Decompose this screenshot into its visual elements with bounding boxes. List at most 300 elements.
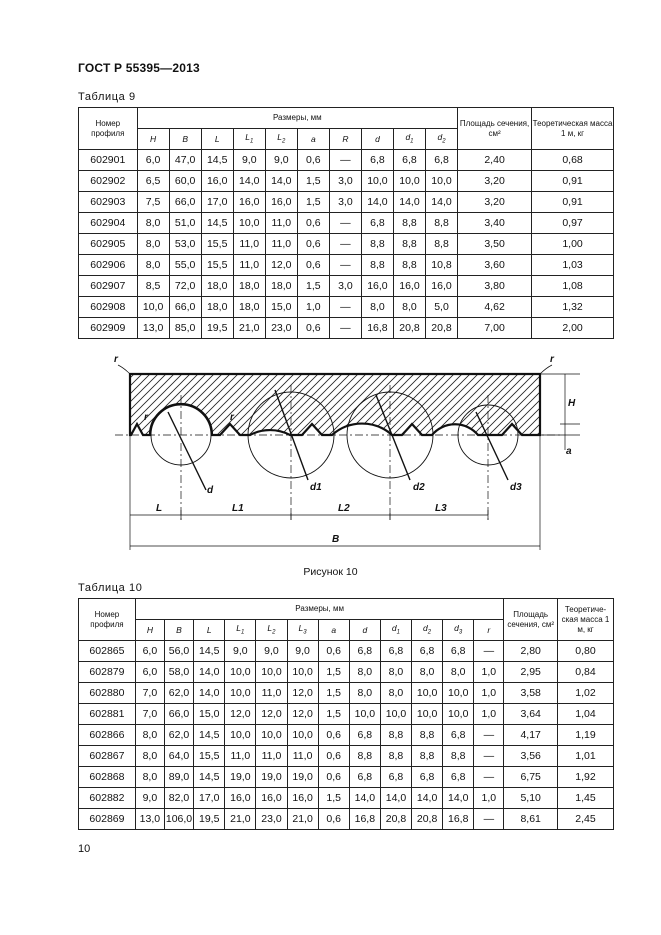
table-cell: 6,8 (361, 213, 393, 234)
table-cell: 6,8 (443, 641, 474, 662)
table-cell: 0,6 (297, 150, 329, 171)
table-cell: 106,0 (164, 809, 193, 830)
profile-figure (110, 350, 580, 565)
table-cell: 2,95 (504, 662, 558, 683)
table-cell: 8,0 (412, 662, 443, 683)
table-cell: 89,0 (164, 767, 193, 788)
table-cell: 10,0 (256, 662, 287, 683)
table-cell: 14,0 (194, 662, 225, 683)
table9-header-mass: Теоретическая масса 1 м, кг (532, 108, 614, 150)
table-cell: 6,5 (137, 171, 169, 192)
table-cell: 6,8 (426, 150, 458, 171)
label-L3: L3 (435, 503, 447, 514)
table-cell: 66,0 (164, 704, 193, 725)
table-cell: 6,8 (412, 641, 443, 662)
table-cell: 10,0 (412, 704, 443, 725)
table-cell: 5,0 (426, 297, 458, 318)
table-cell: 0,6 (318, 767, 349, 788)
table-cell: 21,0 (225, 809, 256, 830)
table-cell: 16,8 (349, 809, 380, 830)
table10-header-area: Площадь сечения, см² (504, 599, 558, 641)
table-cell: 82,0 (164, 788, 193, 809)
table10-sym-l: L (194, 620, 225, 641)
table-cell: 3,0 (329, 192, 361, 213)
table-cell: 8,0 (135, 746, 164, 767)
table-cell: 6,8 (380, 641, 411, 662)
table-cell: 602904 (79, 213, 138, 234)
table10-sym-l3: $L_3$ (287, 620, 318, 641)
table-cell: 60,0 (169, 171, 201, 192)
table-cell: 1,45 (558, 788, 614, 809)
table-cell: 6,8 (393, 150, 425, 171)
table9-sym-d2: $d_2$ (426, 129, 458, 150)
table9-sym-b: B (169, 129, 201, 150)
table-cell: 15,5 (201, 234, 233, 255)
table-cell: 6,8 (443, 725, 474, 746)
table-cell: — (329, 234, 361, 255)
table-row (79, 255, 614, 276)
table-cell: 14,0 (349, 788, 380, 809)
table-cell: 602868 (79, 767, 136, 788)
table-cell: 6,0 (137, 150, 169, 171)
table9-sym-d: d (361, 129, 393, 150)
label-r-left: r (114, 354, 118, 365)
table-cell: 58,0 (164, 662, 193, 683)
table-cell: 7,0 (135, 704, 164, 725)
table-cell: 15,5 (194, 746, 225, 767)
label-B: B (332, 534, 340, 545)
table-cell: 1,5 (318, 788, 349, 809)
table-row (79, 767, 614, 788)
table-cell: 9,0 (225, 641, 256, 662)
table-row (79, 683, 614, 704)
table-cell: 8,0 (135, 725, 164, 746)
table-cell: 62,0 (164, 725, 193, 746)
table-cell: 10,0 (349, 704, 380, 725)
table-cell: 10,0 (256, 725, 287, 746)
table-cell: 4,17 (504, 725, 558, 746)
table-cell: 23,0 (256, 809, 287, 830)
table-cell: 8,8 (426, 234, 458, 255)
table-cell: 0,6 (297, 234, 329, 255)
label-H: H (568, 398, 576, 409)
table10-sym-r: r (474, 620, 504, 641)
table-cell: 1,5 (318, 683, 349, 704)
table-cell: 8,8 (393, 213, 425, 234)
table-cell: 0,6 (297, 318, 329, 339)
table-cell: 0,97 (532, 213, 614, 234)
table-cell: 16,0 (361, 276, 393, 297)
table10-sym-d2: $d_2$ (412, 620, 443, 641)
table-cell: 9,0 (287, 641, 318, 662)
table-cell: 0,91 (532, 192, 614, 213)
table-cell: 14,5 (201, 150, 233, 171)
table-cell: 66,0 (169, 297, 201, 318)
table-cell: 1,02 (558, 683, 614, 704)
table-row (79, 788, 614, 809)
table-cell: 21,0 (233, 318, 265, 339)
table-cell: 5,10 (504, 788, 558, 809)
table-cell: 10,0 (412, 683, 443, 704)
table-cell: 11,0 (233, 234, 265, 255)
table-cell: 14,5 (194, 641, 225, 662)
table-cell: 14,0 (233, 171, 265, 192)
table-cell: — (474, 725, 504, 746)
table-row (79, 192, 614, 213)
table10-sym-h: H (135, 620, 164, 641)
table-cell: 8,0 (380, 683, 411, 704)
table9-sym-l2: $L_2$ (265, 129, 297, 150)
table-cell: 602909 (79, 318, 138, 339)
table-cell: 2,45 (558, 809, 614, 830)
table-cell: 3,40 (458, 213, 532, 234)
table-cell: 1,0 (474, 683, 504, 704)
table10-sym-d: d (349, 620, 380, 641)
label-r-2: r (230, 412, 234, 423)
table-cell: 15,5 (201, 255, 233, 276)
table-row (79, 234, 614, 255)
table-cell: — (474, 767, 504, 788)
table-cell: 16,0 (225, 788, 256, 809)
table-cell: 8,0 (349, 683, 380, 704)
table-cell: 3,0 (329, 276, 361, 297)
table-cell: 6,8 (443, 767, 474, 788)
table-cell: 8,8 (412, 746, 443, 767)
table-cell: 55,0 (169, 255, 201, 276)
table-cell: 602869 (79, 809, 136, 830)
table-cell: 1,5 (297, 276, 329, 297)
table-cell: 602880 (79, 683, 136, 704)
table-cell: 3,20 (458, 192, 532, 213)
table-cell: 14,0 (412, 788, 443, 809)
table-cell: 8,8 (412, 725, 443, 746)
table-cell: 8,0 (380, 662, 411, 683)
table-cell: 16,0 (233, 192, 265, 213)
table-cell: 602908 (79, 297, 138, 318)
table-cell: 8,8 (393, 234, 425, 255)
table-cell: 1,5 (297, 192, 329, 213)
table-cell: 8,0 (137, 255, 169, 276)
table-cell: 8,0 (349, 662, 380, 683)
table10-sym-l2: $L_2$ (256, 620, 287, 641)
table-cell: 14,0 (443, 788, 474, 809)
table-cell: 1,19 (558, 725, 614, 746)
table-cell: 0,6 (318, 746, 349, 767)
table-cell: 8,5 (137, 276, 169, 297)
table-cell: 11,0 (265, 234, 297, 255)
table-cell: 18,0 (233, 276, 265, 297)
table-cell: — (329, 150, 361, 171)
table9-header-profile: Номер профиля (79, 108, 138, 150)
table9-caption: Таблица 9 (78, 91, 136, 103)
table-cell: 8,8 (426, 213, 458, 234)
table-cell: 1,0 (474, 788, 504, 809)
table-cell: 20,8 (412, 809, 443, 830)
table-row (79, 809, 614, 830)
table9-sym-l: L (201, 129, 233, 150)
table-cell: 3,50 (458, 234, 532, 255)
table-cell: 10,0 (380, 704, 411, 725)
table-cell: — (329, 255, 361, 276)
table-cell: 3,20 (458, 171, 532, 192)
table-cell: 14,0 (361, 192, 393, 213)
table-cell: 1,5 (318, 704, 349, 725)
table-cell: 19,0 (256, 767, 287, 788)
table-cell: 53,0 (169, 234, 201, 255)
table-row (79, 150, 614, 171)
table-cell: 8,8 (443, 746, 474, 767)
table-cell: 11,0 (256, 683, 287, 704)
table-cell: 18,0 (265, 276, 297, 297)
table-cell: 16,8 (361, 318, 393, 339)
table-cell: 8,8 (380, 725, 411, 746)
table-cell: 6,8 (349, 767, 380, 788)
table10-header-dims: Размеры, мм (135, 599, 503, 620)
table-cell: 6,0 (135, 641, 164, 662)
table-cell: — (474, 641, 504, 662)
table-row (79, 297, 614, 318)
table-cell: — (329, 297, 361, 318)
table-cell: 3,56 (504, 746, 558, 767)
table-row (79, 276, 614, 297)
table10-sym-d3: $d_3$ (443, 620, 474, 641)
table-cell: 56,0 (164, 641, 193, 662)
table-cell: 13,0 (137, 318, 169, 339)
table-cell: 14,5 (201, 213, 233, 234)
table-cell: 8,8 (361, 234, 393, 255)
table-cell: 11,0 (225, 746, 256, 767)
table-cell: 6,8 (349, 641, 380, 662)
table-cell: 1,00 (532, 234, 614, 255)
table-cell: 602865 (79, 641, 136, 662)
table-cell: 10,0 (426, 171, 458, 192)
table-cell: 602881 (79, 704, 136, 725)
table-cell: 602879 (79, 662, 136, 683)
table-cell: 19,0 (287, 767, 318, 788)
table-cell: 23,0 (265, 318, 297, 339)
table-cell: 602905 (79, 234, 138, 255)
table-cell: 14,0 (426, 192, 458, 213)
table-cell: 14,5 (194, 725, 225, 746)
table-cell: 21,0 (287, 809, 318, 830)
table10-sym-a: a (318, 620, 349, 641)
figure-caption: Рисунок 10 (303, 566, 358, 578)
table-cell: 3,80 (458, 276, 532, 297)
table-cell: 64,0 (164, 746, 193, 767)
table-cell: 1,04 (558, 704, 614, 725)
table9-header-dims: Размеры, мм (137, 108, 457, 129)
label-L1: L1 (232, 503, 244, 514)
table-cell: 10,0 (225, 683, 256, 704)
table10-sym-d1: $d_1$ (380, 620, 411, 641)
table-cell: 11,0 (265, 213, 297, 234)
table-cell: 19,5 (194, 809, 225, 830)
table-cell: 0,84 (558, 662, 614, 683)
table-cell: 18,0 (201, 297, 233, 318)
table-cell: 16,0 (393, 276, 425, 297)
table-cell: 2,40 (458, 150, 532, 171)
table-cell: 8,8 (393, 255, 425, 276)
table-cell: 10,0 (443, 704, 474, 725)
table-cell: 15,0 (265, 297, 297, 318)
table-cell: 1,08 (532, 276, 614, 297)
label-a: a (566, 446, 572, 457)
table-cell: 14,5 (194, 767, 225, 788)
table-cell: 4,62 (458, 297, 532, 318)
table-cell: 14,0 (393, 192, 425, 213)
table10-header-profile: Номер профиля (79, 599, 136, 641)
table-row (79, 318, 614, 339)
table-cell: 8,0 (361, 297, 393, 318)
table10 (78, 598, 614, 830)
table-cell: 8,0 (443, 662, 474, 683)
table-cell: 8,61 (504, 809, 558, 830)
table10-caption: Таблица 10 (78, 582, 143, 594)
table-cell: 9,0 (265, 150, 297, 171)
table-cell: 3,60 (458, 255, 532, 276)
table-cell: 602903 (79, 192, 138, 213)
label-d1: d1 (310, 482, 322, 493)
table-cell: 0,6 (297, 255, 329, 276)
label-r-right: r (550, 354, 554, 365)
table-cell: 6,8 (380, 767, 411, 788)
table-cell: 1,03 (532, 255, 614, 276)
table-cell: 47,0 (169, 150, 201, 171)
table-cell: 0,6 (297, 213, 329, 234)
table-cell: 19,5 (201, 318, 233, 339)
table-cell: 7,0 (135, 683, 164, 704)
label-L: L (156, 503, 163, 514)
table9-sym-d1: $d_1$ (393, 129, 425, 150)
table-cell: 16,0 (201, 171, 233, 192)
table-cell: 3,64 (504, 704, 558, 725)
table-cell: 0,6 (318, 725, 349, 746)
table-row (79, 213, 614, 234)
table-cell: 0,6 (318, 641, 349, 662)
table-row (79, 641, 614, 662)
table10-sym-l1: $L_1$ (225, 620, 256, 641)
table-cell: 16,0 (256, 788, 287, 809)
table-cell: 16,0 (426, 276, 458, 297)
table-cell: 10,0 (137, 297, 169, 318)
profile-section-hatched (130, 374, 540, 435)
table-cell: 1,0 (474, 704, 504, 725)
table-cell: 8,8 (349, 746, 380, 767)
table-cell: — (474, 809, 504, 830)
table-cell: — (329, 213, 361, 234)
table-cell: 6,0 (135, 662, 164, 683)
table-cell: 18,0 (201, 276, 233, 297)
table-cell: 9,0 (256, 641, 287, 662)
table-row (79, 171, 614, 192)
table-cell: 1,32 (532, 297, 614, 318)
table-cell: 10,0 (361, 171, 393, 192)
table-cell: 9,0 (135, 788, 164, 809)
table-cell: 13,0 (135, 809, 164, 830)
table-cell: 85,0 (169, 318, 201, 339)
table-cell: 12,0 (287, 704, 318, 725)
table-row (79, 662, 614, 683)
table-cell: 10,8 (426, 255, 458, 276)
table-cell: 602901 (79, 150, 138, 171)
table-cell: 16,0 (287, 788, 318, 809)
table-cell: 10,0 (233, 213, 265, 234)
table-cell: 1,0 (474, 662, 504, 683)
table-row (79, 704, 614, 725)
table-cell: 3,58 (504, 683, 558, 704)
table-cell: 3,0 (329, 171, 361, 192)
table-cell: 8,8 (380, 746, 411, 767)
table-cell: 11,0 (233, 255, 265, 276)
table-cell: 1,0 (297, 297, 329, 318)
table9 (78, 107, 614, 339)
table-cell: 14,0 (265, 171, 297, 192)
table-cell: 6,8 (361, 150, 393, 171)
table-cell: — (329, 318, 361, 339)
table-cell: 602882 (79, 788, 136, 809)
label-d: d (207, 485, 214, 496)
table-cell: 6,8 (349, 725, 380, 746)
table9-sym-r: R (329, 129, 361, 150)
table-cell: 12,0 (225, 704, 256, 725)
table-cell: 1,92 (558, 767, 614, 788)
table-cell: 1,5 (318, 662, 349, 683)
table-cell: 19,0 (225, 767, 256, 788)
table-cell: 11,0 (256, 746, 287, 767)
table-cell: 602902 (79, 171, 138, 192)
table10-header-mass: Теоретиче-ская масса 1 м, кг (558, 599, 614, 641)
table-cell: 10,0 (225, 662, 256, 683)
table-cell: 20,8 (426, 318, 458, 339)
table-cell: 10,0 (393, 171, 425, 192)
table-cell: 8,0 (137, 234, 169, 255)
table-cell: 8,0 (393, 297, 425, 318)
table9-header-area: Площадь сечения, см² (458, 108, 532, 150)
table-cell: 0,68 (532, 150, 614, 171)
label-r-1: r (144, 412, 148, 423)
table-cell: 8,0 (135, 767, 164, 788)
table-cell: 16,0 (265, 192, 297, 213)
table-cell: — (474, 746, 504, 767)
table-cell: 602866 (79, 725, 136, 746)
page-number: 10 (78, 843, 91, 855)
table-cell: 51,0 (169, 213, 201, 234)
label-d3: d3 (510, 482, 522, 493)
table-cell: 15,0 (194, 704, 225, 725)
table-cell: 0,6 (318, 809, 349, 830)
table-cell: 20,8 (393, 318, 425, 339)
table-cell: 6,8 (412, 767, 443, 788)
table-cell: 17,0 (201, 192, 233, 213)
table-cell: 14,0 (380, 788, 411, 809)
label-L2: L2 (338, 503, 350, 514)
table-cell: 14,0 (194, 683, 225, 704)
table-cell: 2,00 (532, 318, 614, 339)
label-d2: d2 (413, 482, 425, 493)
table9-sym-a: a (297, 129, 329, 150)
table-row (79, 746, 614, 767)
table-cell: 16,8 (443, 809, 474, 830)
table-cell: 602867 (79, 746, 136, 767)
table-cell: 9,0 (233, 150, 265, 171)
table-cell: 8,8 (361, 255, 393, 276)
table-cell: 2,80 (504, 641, 558, 662)
table-cell: 66,0 (169, 192, 201, 213)
table-cell: 7,5 (137, 192, 169, 213)
table-cell: 10,0 (225, 725, 256, 746)
table-cell: 10,0 (287, 662, 318, 683)
table-cell: 20,8 (380, 809, 411, 830)
